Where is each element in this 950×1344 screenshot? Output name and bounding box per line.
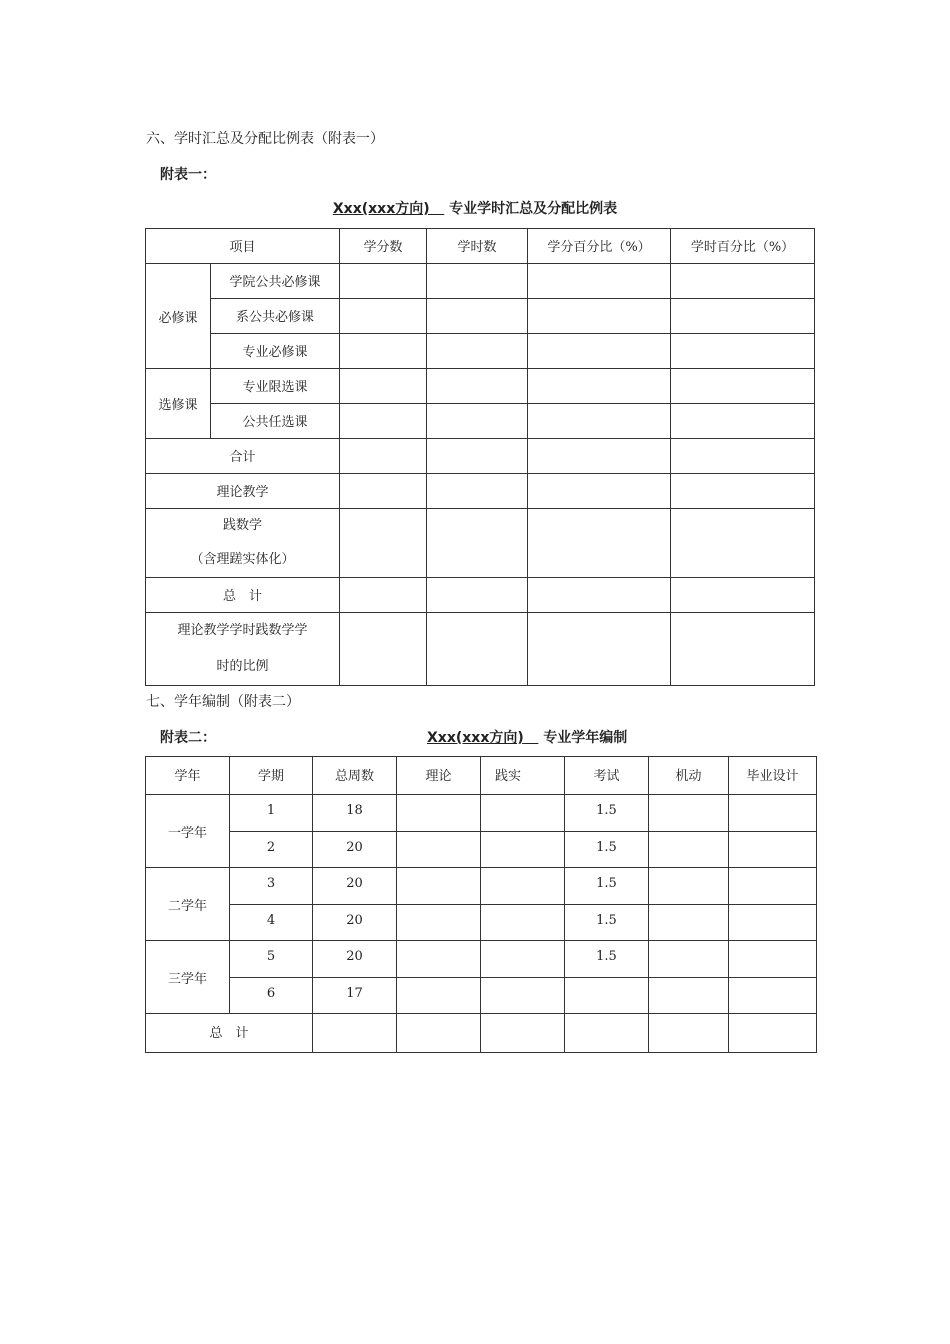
- header-hours: 学时数: [427, 229, 528, 264]
- row-label: 公共任选课: [211, 404, 340, 439]
- weeks-cell: 18: [313, 795, 397, 832]
- cell-empty: [671, 613, 815, 686]
- cell-empty: [427, 578, 528, 613]
- cell-empty: [481, 1014, 565, 1053]
- cell-empty: [397, 941, 481, 978]
- appendix-2-label: 附表二：: [160, 730, 216, 746]
- weeks-cell: 20: [313, 868, 397, 905]
- cell-empty: [427, 334, 528, 369]
- header-flexible: 机动: [649, 757, 729, 795]
- header-credit-percent: 学分百分比（%）: [528, 229, 671, 264]
- header-practice: 践实: [481, 757, 565, 795]
- cell-empty: [729, 905, 817, 941]
- cell-empty: [729, 795, 817, 832]
- exam-cell: 1.5: [565, 832, 649, 868]
- cell-empty: [528, 369, 671, 404]
- exam-cell: 1.5: [565, 868, 649, 905]
- cell-empty: [671, 299, 815, 334]
- cell-empty: [397, 905, 481, 941]
- cell-empty: [729, 1014, 817, 1053]
- cell-empty: [340, 613, 427, 686]
- exam-cell: 1.5: [565, 941, 649, 978]
- cell-empty: [427, 613, 528, 686]
- term-cell: 2: [230, 832, 313, 868]
- cell-empty: [671, 334, 815, 369]
- cell-empty: [565, 1014, 649, 1053]
- section-7-heading: 七、学年编制（附表二）: [146, 694, 300, 710]
- year-cell: 二学年: [146, 868, 230, 941]
- cell-empty: [397, 868, 481, 905]
- term-cell: 5: [230, 941, 313, 978]
- header-theory: 理论: [397, 757, 481, 795]
- table-2-title-major: Xxx(xxx方向): [427, 730, 524, 746]
- cell-empty: [427, 369, 528, 404]
- group-elective: 选修课: [146, 369, 211, 439]
- section-6-heading: 六、学时汇总及分配比例表（附表一）: [146, 131, 384, 147]
- cell-empty: [649, 795, 729, 832]
- table-2-title: [427, 727, 627, 747]
- cell-empty: [729, 941, 817, 978]
- term-cell: 1: [230, 795, 313, 832]
- academic-year-table: [145, 756, 817, 1053]
- weeks-cell: 20: [313, 832, 397, 868]
- weeks-cell: 17: [313, 978, 397, 1014]
- hours-summary-table: [145, 228, 815, 686]
- cell-empty: [729, 978, 817, 1014]
- cell-empty: [427, 404, 528, 439]
- year-cell: 一学年: [146, 795, 230, 868]
- cell-empty: [671, 369, 815, 404]
- cell-empty: [397, 1014, 481, 1053]
- cell-empty: [397, 795, 481, 832]
- header-total-weeks: 总周数: [313, 757, 397, 795]
- cell-empty: [481, 978, 565, 1014]
- exam-cell: 1.5: [565, 795, 649, 832]
- cell-empty: [427, 299, 528, 334]
- cell-empty: [649, 941, 729, 978]
- table-2-title-suffix: 专业学年编制: [543, 730, 628, 746]
- cell-empty: [649, 978, 729, 1014]
- group-required: 必修课: [146, 264, 211, 369]
- cell-empty: [397, 832, 481, 868]
- cell-empty: [340, 404, 427, 439]
- cell-empty: [729, 868, 817, 905]
- cell-empty: [481, 941, 565, 978]
- row-total: 总 计: [146, 1014, 313, 1053]
- cell-empty: [528, 474, 671, 509]
- header-exam: 考试: [565, 757, 649, 795]
- header-item: 项目: [146, 229, 340, 264]
- cell-empty: [340, 578, 427, 613]
- cell-empty: [340, 264, 427, 299]
- row-label: 系公共必修课: [211, 299, 340, 334]
- cell-empty: [528, 613, 671, 686]
- header-credits: 学分数: [340, 229, 427, 264]
- cell-empty: [528, 334, 671, 369]
- cell-empty: [671, 474, 815, 509]
- cell-empty: [729, 832, 817, 868]
- cell-empty: [481, 795, 565, 832]
- header-year: 学年: [146, 757, 230, 795]
- exam-cell: [565, 978, 649, 1014]
- cell-empty: [427, 509, 528, 578]
- term-cell: 6: [230, 978, 313, 1014]
- cell-empty: [528, 404, 671, 439]
- row-practice-line1: 践数学: [223, 518, 263, 533]
- cell-empty: [427, 264, 528, 299]
- header-hour-percent: 学时百分比（%）: [671, 229, 815, 264]
- cell-empty: [671, 439, 815, 474]
- cell-empty: [427, 474, 528, 509]
- year-cell: 三学年: [146, 941, 230, 1014]
- row-subtotal: 合计: [146, 439, 340, 474]
- header-term: 学期: [230, 757, 313, 795]
- cell-empty: [528, 264, 671, 299]
- row-theory: 理论教学: [146, 474, 340, 509]
- cell-empty: [340, 299, 427, 334]
- row-ratio-line2: 时的比例: [216, 659, 269, 674]
- cell-empty: [340, 474, 427, 509]
- cell-empty: [649, 868, 729, 905]
- cell-empty: [671, 404, 815, 439]
- cell-empty: [481, 832, 565, 868]
- weeks-cell: 20: [313, 941, 397, 978]
- cell-empty: [340, 439, 427, 474]
- row-label: 学院公共必修课: [211, 264, 340, 299]
- cell-empty: [313, 1014, 397, 1053]
- cell-empty: [528, 578, 671, 613]
- term-cell: 4: [230, 905, 313, 941]
- row-label: 专业限选课: [211, 369, 340, 404]
- cell-empty: [481, 905, 565, 941]
- cell-empty: [427, 439, 528, 474]
- row-total: 总 计: [146, 578, 340, 613]
- exam-cell: 1.5: [565, 905, 649, 941]
- cell-empty: [528, 509, 671, 578]
- weeks-cell: 20: [313, 905, 397, 941]
- cell-empty: [481, 868, 565, 905]
- cell-empty: [528, 299, 671, 334]
- row-label: 专业必修课: [211, 334, 340, 369]
- cell-empty: [671, 264, 815, 299]
- row-practice-line2: （含理蹉实体化）: [190, 552, 295, 567]
- cell-empty: [649, 905, 729, 941]
- table-1-title-suffix: 专业学时汇总及分配比例表: [449, 201, 618, 217]
- header-graduation-design: 毕业设计: [729, 757, 817, 795]
- cell-empty: [528, 439, 671, 474]
- cell-empty: [340, 509, 427, 578]
- cell-empty: [671, 509, 815, 578]
- table-1-title: [0, 198, 950, 218]
- cell-empty: [397, 978, 481, 1014]
- row-ratio-line1: 理论教学学时践数学学: [177, 623, 308, 638]
- cell-empty: [671, 578, 815, 613]
- term-cell: 3: [230, 868, 313, 905]
- row-ratio: [146, 613, 340, 686]
- cell-empty: [340, 334, 427, 369]
- cell-empty: [649, 1014, 729, 1053]
- table-1-title-major: Xxx(xxx方向): [332, 201, 430, 217]
- cell-empty: [649, 832, 729, 868]
- cell-empty: [340, 369, 427, 404]
- appendix-1-label: 附表一：: [160, 167, 216, 183]
- row-practice: [146, 509, 340, 578]
